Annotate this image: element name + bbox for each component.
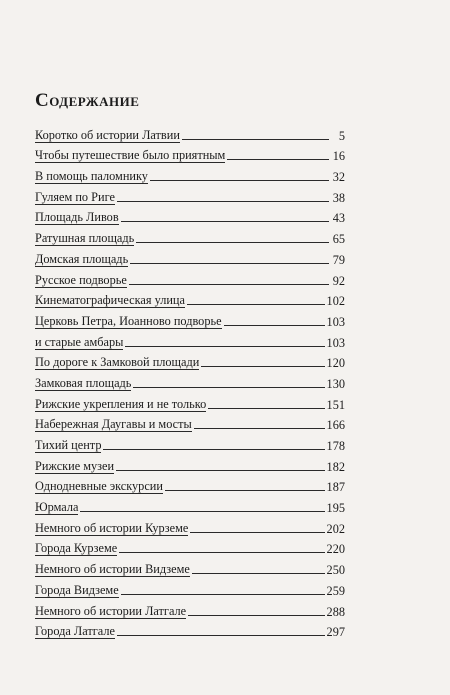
toc-entry-title: Домская площадь [35, 251, 129, 266]
toc-leader-line [125, 346, 324, 347]
toc-leader-line [80, 511, 324, 512]
toc-entry-page-number: 250 [326, 563, 345, 578]
toc-entry[interactable] [35, 163, 345, 184]
toc-entry[interactable] [35, 184, 345, 205]
toc-entry[interactable] [35, 453, 345, 474]
toc-entry-title: Чтобы путешествие было приятным [35, 148, 226, 163]
toc-entry-title: Площадь Ливов [35, 210, 119, 225]
toc-leader-line [224, 325, 325, 326]
toc-entry[interactable] [35, 143, 345, 164]
toc-entry-page-number: 103 [326, 335, 345, 350]
toc-entry[interactable] [35, 494, 345, 515]
toc-entry[interactable] [35, 225, 345, 246]
toc-entry-title: Коротко об истории Латвии [35, 127, 180, 142]
toc-entry-title: Тихий центр [35, 438, 102, 452]
toc-entry-page-number: 288 [326, 604, 345, 619]
toc-entry[interactable] [35, 536, 345, 557]
toc-leader-line [201, 366, 324, 367]
toc-entry-page-number: 202 [326, 521, 345, 536]
toc-leader-line [192, 573, 325, 574]
toc-entry[interactable] [35, 205, 345, 226]
toc-entry-page-number: 151 [326, 397, 345, 412]
toc-entry-title: Немного об истории Видземе [35, 562, 190, 577]
toc-entry[interactable] [35, 350, 345, 371]
toc-leader-line [227, 159, 329, 160]
toc-entry-page-number: 92 [332, 273, 345, 288]
table-of-contents [35, 122, 345, 639]
toc-entry-page-number: 259 [326, 583, 345, 598]
toc-entry-page-number: 5 [338, 128, 345, 143]
toc-entry[interactable] [35, 370, 345, 391]
toc-entry-page-number: 166 [326, 418, 345, 433]
toc-entry[interactable] [35, 432, 345, 453]
toc-entry[interactable] [35, 308, 345, 329]
toc-entry-title: Немного об истории Латгале [35, 603, 187, 618]
toc-entry-title: Юрмала [35, 500, 79, 515]
toc-entry[interactable] [35, 122, 345, 143]
toc-entry-page-number: 16 [332, 149, 345, 164]
toc-entry-page-number: 43 [332, 211, 345, 226]
toc-entry[interactable] [35, 391, 345, 412]
contents-heading: Содержание [35, 90, 140, 111]
toc-leader-line [208, 408, 324, 409]
toc-entry-page-number: 32 [332, 170, 345, 185]
toc-leader-line [133, 387, 324, 388]
toc-entry-page-number: 102 [326, 294, 345, 309]
toc-leader-line [150, 180, 329, 181]
toc-entry-title: Рижские музеи [35, 458, 115, 473]
toc-leader-line [121, 221, 329, 222]
toc-entry-title: В помощь паломнику [35, 169, 148, 184]
toc-leader-line [187, 304, 325, 305]
toc-entry[interactable] [35, 474, 345, 495]
toc-leader-line [130, 263, 329, 264]
toc-leader-line [188, 615, 324, 616]
toc-entry[interactable] [35, 598, 345, 619]
toc-leader-line [182, 139, 329, 140]
toc-entry-page-number: 130 [326, 376, 345, 391]
toc-entry[interactable] [35, 515, 345, 536]
toc-leader-line [103, 449, 324, 450]
toc-entry-page-number: 120 [326, 356, 345, 371]
toc-entry-page-number: 195 [326, 501, 345, 516]
toc-entry-title: Русское подворье [35, 272, 127, 287]
toc-entry-title: Города Курземе [35, 541, 118, 556]
toc-leader-line [117, 201, 329, 202]
toc-entry-title: Немного об истории Курземе [35, 520, 189, 535]
toc-entry[interactable] [35, 288, 345, 309]
toc-leader-line [129, 284, 329, 285]
toc-entry-page-number: 178 [326, 439, 345, 453]
toc-entry-title: Набережная Даугавы и мосты [35, 417, 192, 432]
toc-entry-title: Церковь Петра, Иоанново подворье [35, 313, 222, 328]
toc-leader-line [194, 428, 325, 429]
toc-leader-line [121, 594, 325, 595]
toc-entry[interactable] [35, 619, 345, 640]
toc-entry[interactable] [35, 329, 345, 350]
toc-entry-title: По дороге к Замковой площади [35, 355, 200, 370]
toc-entry-title: Ратушная площадь [35, 231, 135, 246]
toc-entry[interactable] [35, 577, 345, 598]
toc-entry[interactable] [35, 267, 345, 288]
toc-entry-page-number: 38 [332, 190, 345, 205]
toc-entry-title: Кинематографическая улица [35, 293, 185, 308]
toc-entry-title: Однодневные экскурсии [35, 479, 163, 494]
toc-entry-title: Гуляем по Риге [35, 189, 115, 204]
toc-entry-page-number: 65 [332, 232, 345, 247]
toc-entry-page-number: 297 [326, 625, 345, 640]
toc-entry-page-number: 220 [326, 542, 345, 557]
toc-entry-title: и старые амбары [35, 334, 124, 349]
toc-entry[interactable] [35, 412, 345, 433]
toc-leader-line [116, 470, 324, 471]
toc-entry-title: Города Видземе [35, 582, 119, 597]
toc-leader-line [117, 635, 325, 636]
toc-entry[interactable] [35, 556, 345, 577]
toc-entry-page-number: 103 [326, 314, 345, 329]
toc-entry[interactable] [35, 246, 345, 267]
toc-entry-page-number: 79 [332, 252, 345, 267]
toc-leader-line [136, 242, 329, 243]
toc-leader-line [190, 532, 324, 533]
toc-entry-title: Замковая площадь [35, 375, 132, 390]
toc-leader-line [165, 490, 325, 491]
toc-entry-page-number: 187 [326, 480, 345, 495]
toc-entry-title: Города Латгале [35, 624, 115, 639]
toc-entry-page-number: 182 [326, 459, 345, 474]
toc-leader-line [119, 552, 324, 553]
toc-entry-title: Рижские укрепления и не только [35, 396, 207, 411]
